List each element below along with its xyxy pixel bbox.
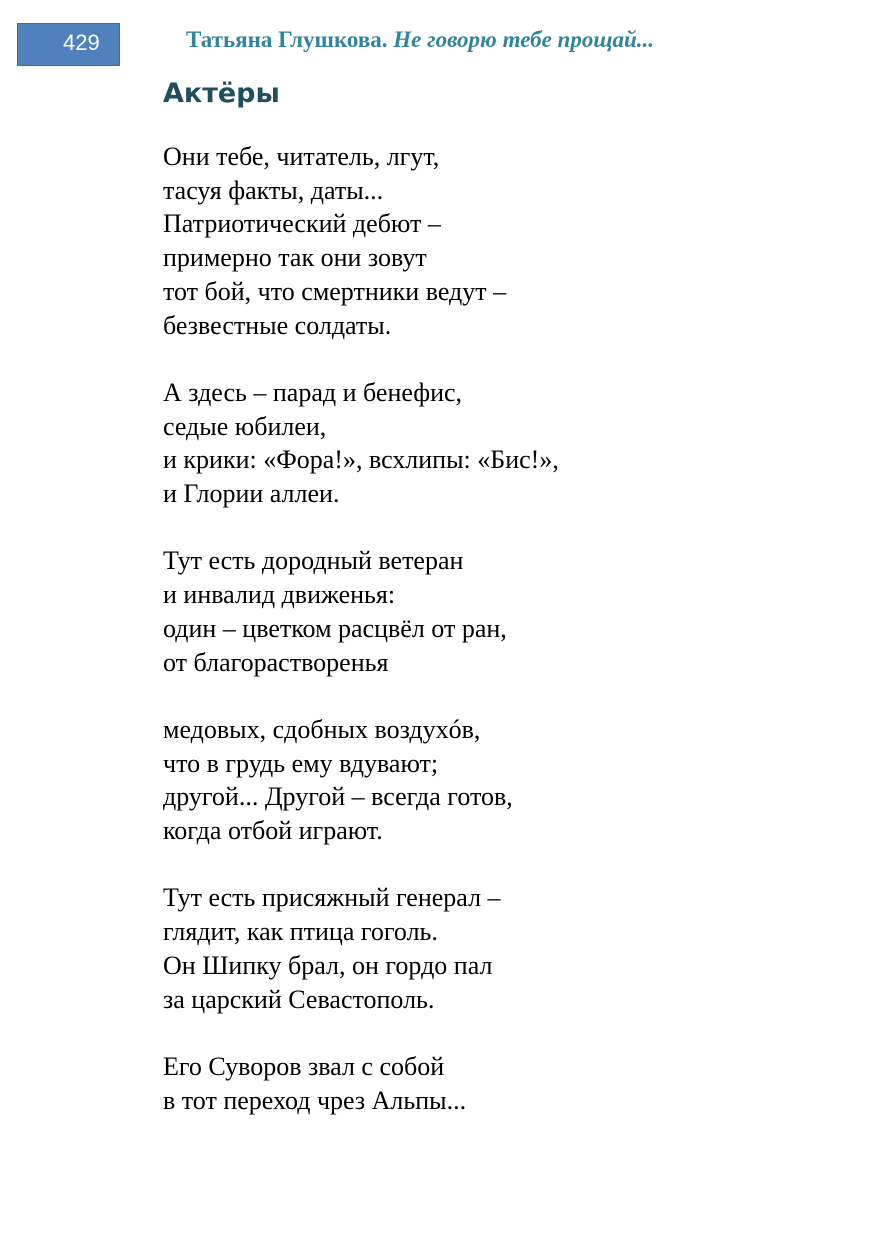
poem-line: седые юбилеи, [163, 411, 327, 441]
poem-line: Патриотический дебют – [163, 209, 441, 239]
stanza-1 [163, 140, 823, 342]
poem-line: тасуя факты, даты... [163, 175, 384, 205]
poem-line: что в грудь ему вдувают; [163, 748, 439, 778]
poem-line: А здесь – парад и бенефис, [163, 377, 463, 407]
poem-body [163, 140, 823, 1151]
poem-line: глядит, как птица гоголь. [163, 917, 438, 947]
poem-line: Тут есть дородный ветеран [163, 546, 464, 576]
poem-title: Актёры [163, 78, 280, 109]
stanza-3 [163, 544, 823, 679]
poem-line: другой... Другой – всегда готов, [163, 782, 513, 812]
poem-line: от благорастворенья [163, 647, 389, 677]
poem-line: когда отбой играют. [163, 816, 383, 846]
poem-line: примерно так они зовут [163, 243, 427, 273]
poem-line: Тут есть присяжный генерал – [163, 883, 501, 913]
poem-line: один – цветком расцвёл от ран, [163, 613, 507, 643]
poem-line: за царский Севастополь. [163, 984, 435, 1014]
running-header [186, 26, 654, 54]
poem-line: медовых, сдобных воздухóв, [163, 714, 481, 744]
poem-line: и инвалид движенья: [163, 580, 396, 610]
stanza-2 [163, 376, 823, 511]
poem-line: и крики: «Фора!», всхлипы: «Бис!», [163, 445, 559, 475]
poem-line: безвестные солдаты. [163, 310, 392, 340]
header-author: Татьяна Глушкова. [186, 27, 388, 52]
poem-line: Его Суворов звал с собой [163, 1051, 445, 1081]
poem-line: Они тебе, читатель, лгут, [163, 142, 440, 171]
page-number: 429 [63, 30, 100, 55]
header-book-title: Не говорю тебе прощай... [393, 27, 655, 52]
poem-line: и Глории аллеи. [163, 479, 340, 509]
stanza-4 [163, 713, 823, 848]
poem-line: в тот переход чрез Альпы... [163, 1085, 467, 1115]
poem-line: тот бой, что смертники ведут – [163, 276, 507, 306]
poem-line: Он Шипку брал, он гордо пал [163, 950, 493, 980]
stanza-6 [163, 1050, 823, 1117]
stanza-5 [163, 881, 823, 1016]
